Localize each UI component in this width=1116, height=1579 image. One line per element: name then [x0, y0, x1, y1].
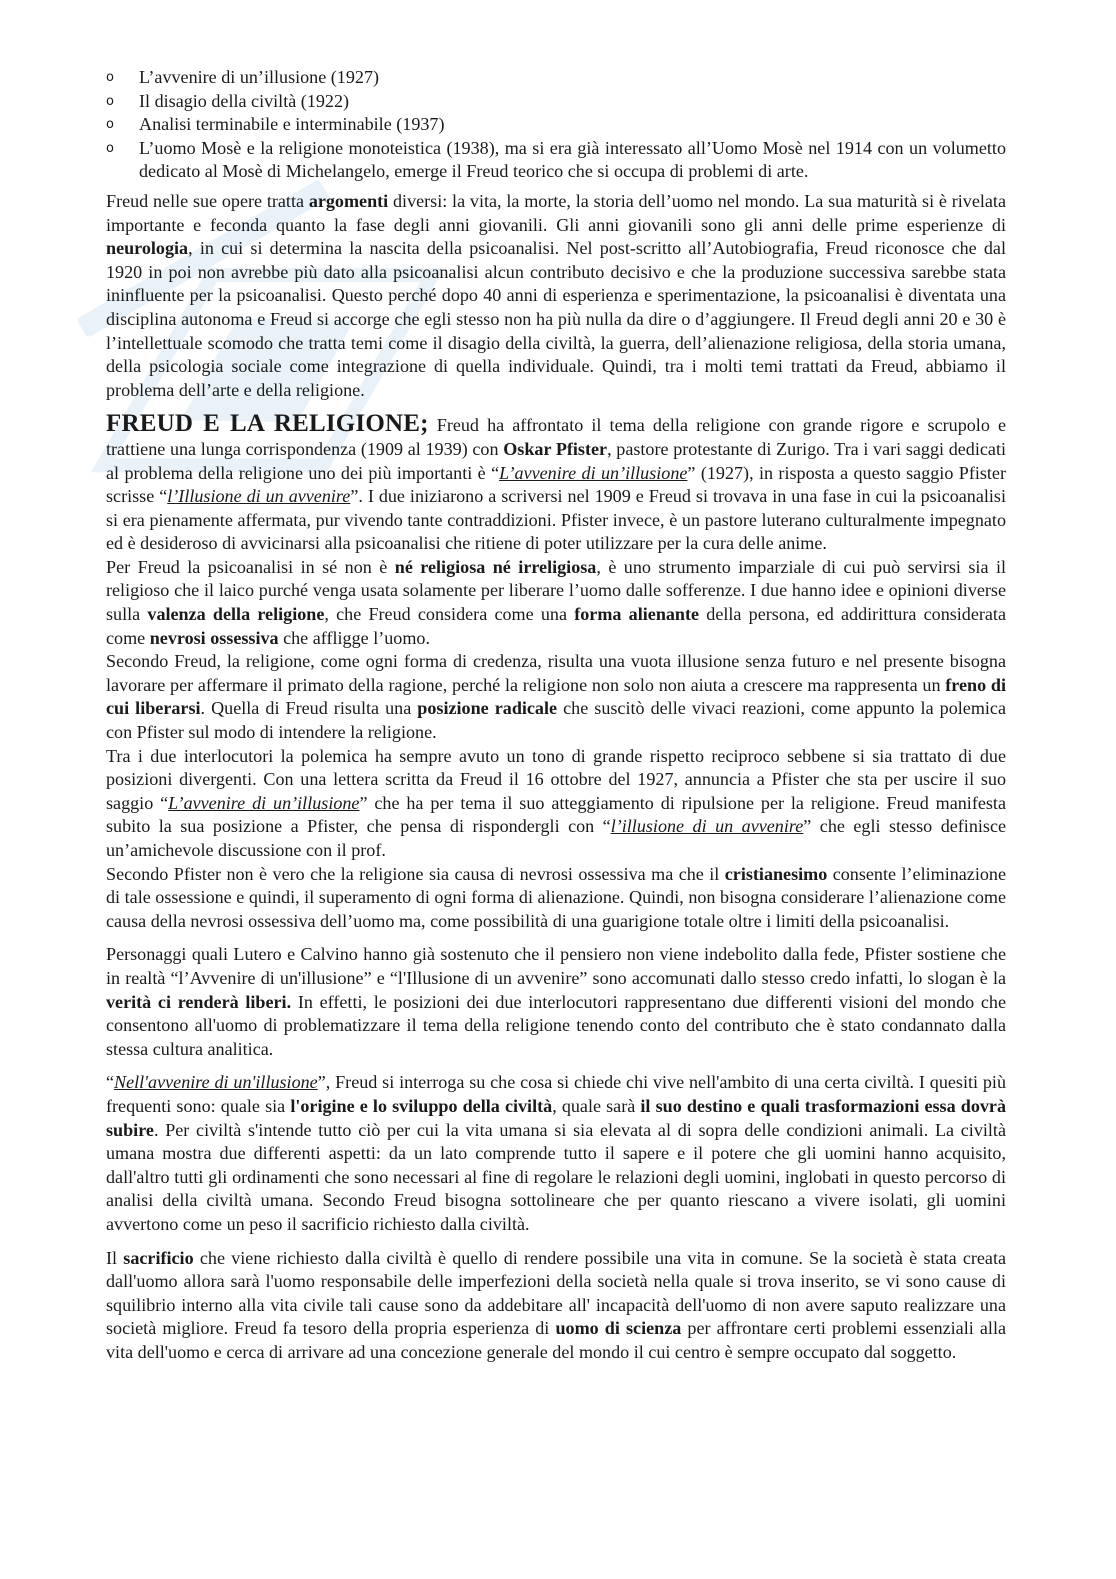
paragraph-polemica: Tra i due interlocutori la polemica ha sempre avuto un tono di grande rispetto reciproco sebbene si sia trattato di due posizioni divergenti. Con una lettera scritta da Freud il 16 ottobre del 1927, annuncia a Pfister che sta per uscire il suo saggio “L’avvenire di un’illusione” che ha per tema il suo atteggiamento di ripulsione per la religione. Freud manifesta subito la sua posizione a Pfister, che pensa di rispondergli con “l’illusione di un avvenire” che egli stesso definisce un’amichevole discussione con il prof. — [106, 745, 1007, 860]
paragraph-civilta: “Nell'avvenire di un'illusione”, Freud si interroga su che cosa si chiede chi vive nell'ambito di una certa civiltà. I quesiti più frequenti sono: quale sia l'origine e lo sviluppo della civiltà, quale sarà il suo destino e quali trasformazioni essa dovrà subire. Per civiltà s'intende tutto ciò per cui la vita umana si sia elevata al di sopra delle condizioni animali. La civiltà umana mostra due differenti aspetti: da un lato comprende tutto il sapere e il potere che gli uomini hanno acquisito, dall'altro tutti gli ordinamenti che sono necessari al fine di regolare le relazioni degli uomini, inglobati in questo percorso di analisi della civiltà umana. Secondo Freud bisogna sottolineare che per quanto riescano a vivere isolati, gli uomini avvertono come un peso il sacrificio richiesto dalla civiltà. — [106, 1072, 1007, 1234]
paragraph-pfister: Secondo Pfister non è vero che la religione sia causa di nevrosi ossessiva ma che il cristianesimo consente l’eliminazione di tale ossessione e quindi, il superamento di ogni forma di alienazione. Quindi, non bisogna considerare l’alienazione come causa della nevrosi ossessiva dell’uomo ma, come possibilità di una guarigione totale oltre i limiti della psicoanalisi. — [106, 863, 1006, 931]
paragraph-illusione: Secondo Freud, la religione, come ogni forma di credenza, risulta una vuota illusione senza futuro e nel presente bisogna lavorare per affermare il primato della ragione, perché la religione non solo non aiuta a crescere ma rappresenta un freno di cui liberarsi. Quella di Freud risulta una posizione radicale che suscitò delle vivaci reazioni, come appunto la polemica con Pfister sul modo di intendere la religione. — [106, 651, 1006, 743]
section-title: FREUD E LA RELIGIONE; — [106, 410, 429, 438]
paragraph-lutero: Personaggi quali Lutero e Calvino hanno già sostenuto che il pensiero non viene indebolito dalla fede, Pfister sostiene che in realtà “l’Avvenire di un'illusione” e “l'Illusione di un avvenire” sono accomunati dallo stesso credo infatti, lo slogan è la verità ci renderà liberi. In effetti, le posizioni dei due interlocutori rappresentano due differenti visioni del mondo che consentono all'uomo di problematizzare il tema della religione tenendo conto del contributo che è stato condannato dalla stessa cultura analitica. — [106, 944, 1006, 1059]
paragraph-opere: Freud nelle sue opere tratta argomenti diversi: la vita, la morte, la storia dell’uomo nel mondo. La sua maturità si è rivelata importante e feconda quanto la fase degli anni giovanili. Gli anni giovanili sono gli anni delle prime esperienze di neurologia, in cui si determina la nascita della psicoanalisi. Nel post-scritto all’Autobiografia, Freud riconosce che dal 1920 in poi non avrebbe più dato alla psicoanalisi alcun contributo decisivo e che la produzione successiva sarebbe stata ininfluente per la psicoanalisi. Questo perché dopo 40 anni di esperienza e sperimentazione, la psicoanalisi è diventata una disciplina autonoma e Freud si accorge che egli stesso non ha più nulla da dire o d’aggiungere. Il Freud degli anni 20 e 30 è l’intellettuale scomodo che tratta temi come il disagio della civiltà, la guerra, dell’alienazione religiosa, della storia umana, della psicologia sociale come integrazione di quella individuale. Quindi, tra i molti temi trattati da Freud, abbiamo il problema dell’arte e della religione. — [106, 190, 1006, 400]
bullet-marker: o — [106, 140, 114, 156]
paragraph-sacrificio: Il sacrificio che viene richiesto dalla civiltà è quello di rendere possibile una vita in comune. Se la società è stata creata dall'uomo allora sarà l'uomo responsabile delle imperfezioni della società nella quale si trova inserito, se vi sono cause di squilibrio interno alla vita civile tali cause sono da addebitare all' incapacità dell'uomo di non avere saputo realizzare una società migliore. Freud fa tesoro della propria esperienza di uomo di scienza per affrontare certi problemi essenziali alla vita dell'uomo e cerca di arrivare ad una concezione generale del mondo il cui centro è sempre occupato dal soggetto. — [106, 1247, 1007, 1362]
bullet-marker: o — [106, 70, 114, 85]
list-item: o L’avvenire di un’illusione (1927) — [106, 66, 1006, 90]
paragraph-religione: FREUD E LA RELIGIONE; Freud ha affrontato il tema della religione con grande rigore e scrupolo e trattiene una lunga corrispondenza (1909 al 1939) con Oskar Pfister, pastore protestante di Zurigo. Tra i vari saggi dedicati al problema della religione uno dei più importanti è “L’avvenire di un’illusione” (1927), in risposta a questo saggio Pfister scrisse “l’Illusione di un avvenire”. I due iniziarono a scriversi nel 1909 e Freud si trovava in una fase in cui la psicoanalisi si era pienamente affermata, pur vivendo tante contraddizioni. Pfister invece, è un pastore luterano culturalmente impegnato ed è desideroso di avvicinarsi alla psicoanalisi che ritiene di poter utilizzare per la cura delle anime. — [106, 410, 1007, 554]
list-item: o Analisi terminabile e interminabile (1937) — [106, 113, 1006, 137]
list-item: o L’uomo Mosè e la religione monoteistica (1938), ma si era già interessato all’Uomo Mosè nel 1914 con un volumetto dedicato al Mosè di Michelangelo, emerge il Freud teorico che si occupa di problemi di arte. — [106, 137, 1006, 182]
list-item: o Il disagio della civiltà (1922) — [106, 90, 1006, 114]
bullet-marker: o — [106, 93, 114, 109]
bullet-marker: o — [106, 117, 114, 133]
works-list — [106, 66, 1006, 184]
document-body — [106, 66, 1006, 1364]
paragraph-psicoanalisi: Per Freud la psicoanalisi in sé non è né religiosa né irreligiosa, è uno strumento imparziale di cui può servirsi sia il religioso che il laico purché venga usata solamente per liberare l’uomo dalle sofferenze. I due hanno idee e opinioni diverse sulla valenza della religione, che Freud considera come una forma alienante della persona, ed addirittura considerata come nevrosi ossessiva che affligge l’uomo. — [106, 556, 1006, 648]
